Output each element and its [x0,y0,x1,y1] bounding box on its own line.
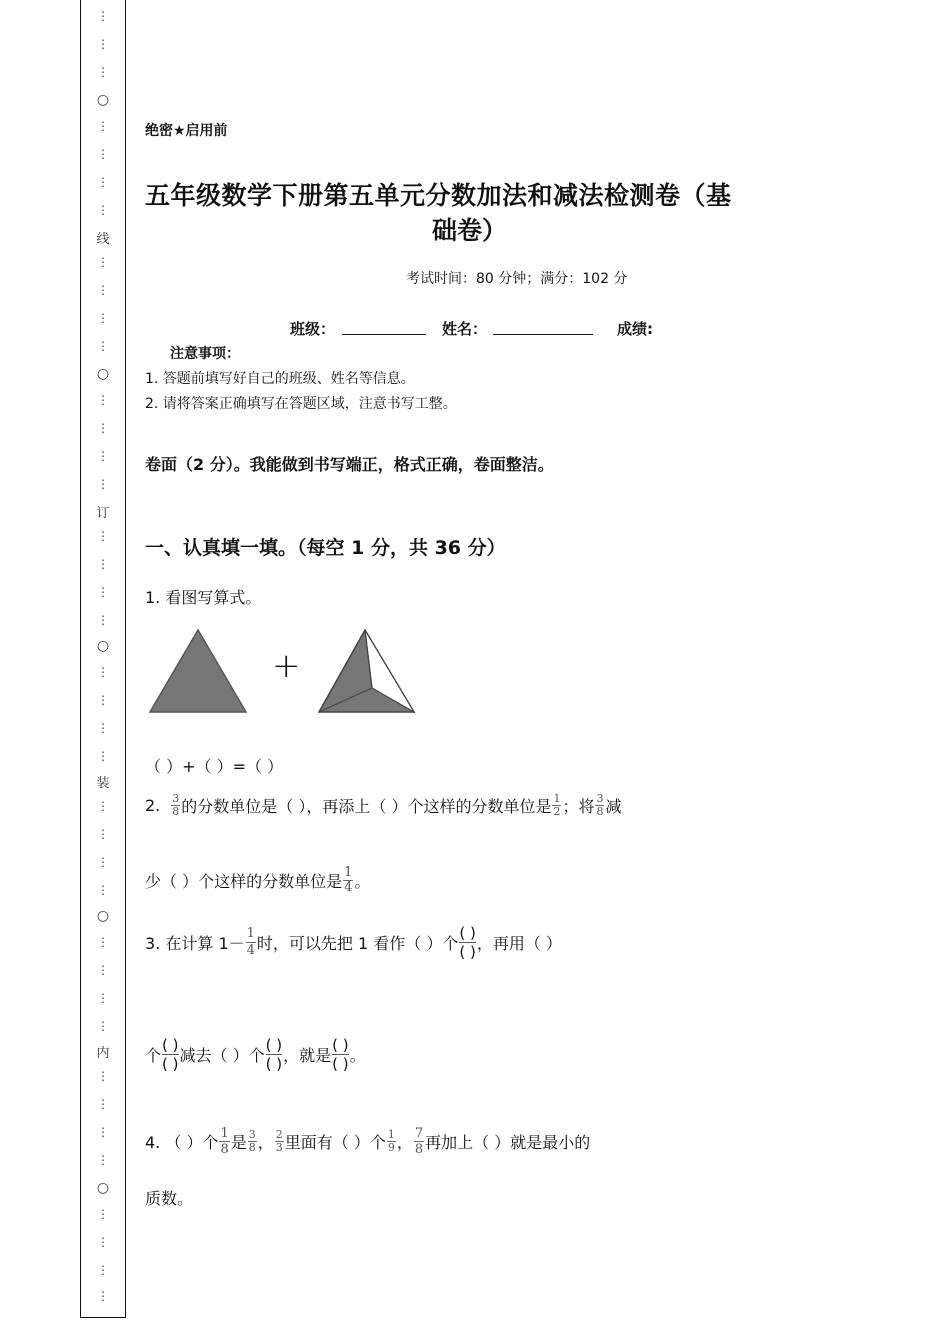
class-label: 班级： [290,320,336,338]
fraction: $\frac{1}{9}$ [387,1128,395,1154]
binding-label-xian: 线 [96,232,110,247]
fraction: $\frac{3}{8}$ [172,792,180,818]
q1-answer-line: （ ）+（ ）=（ ） [145,757,284,776]
q4-line1: 4. （ ）个 $\frac{1}{8}$ 是 $\frac{3}{8}$ ， $\frac{2}{3}$ 里面有（ ）个 $\frac{1}{9}$ ， $\frac{7}{8}$ 再加上（ ）就是最小的 [145,1126,591,1157]
binding-circle: ○ [96,1180,110,1196]
class-field[interactable] [342,334,426,335]
q3-line1: 3. 在计算 1－ $\frac{1}{4}$ 时，可以先把 1 看作（ ）个 ( ) ( ) ，再用（ ） [145,924,562,961]
name-field[interactable] [493,334,593,335]
fraction: $\frac{1}{8}$ [220,1126,229,1157]
page-title-line2: 础卷） [432,216,508,245]
fraction: $\frac{3}{8}$ [248,1128,256,1154]
notes-item-2: 2. 请将答案正确填写在答题区域，注意书写工整。 [145,396,457,412]
notes-heading: 注意事项： [170,346,240,362]
binding-dotted-line: ⋮ ⋮ ⋮ ○ ⋮ ⋮ ⋮ ⋮ 线 ⋮ ⋮ ⋮ ⋮ ○ ⋮ ⋮ ⋮ ⋮ 订 ⋮ ⋮ ⋮ ⋮ ○ ⋮ ⋮ ⋮ ⋮ 装 ⋮ ⋮ ⋮ ⋮ ○ ⋮ ⋮ ⋮ ⋮ 内 ⋮ ⋮ ⋮ ⋮ ○ ⋮ ⋮ ⋮ ⋮ [96,9,110,1303]
q2-line1: 2. $\frac{3}{8}$ 的分数单位是（ ），再添上（ ）个这样的分数单位是 $\frac{1}{2}$ ；将 $\frac{3}{8}$ 减 [145,792,622,818]
blank-fraction[interactable]: ( ) ( ) [459,924,476,961]
section1-title: 一、认真填一填。（每空 1 分，共 36 分） [145,537,506,559]
binding-circle: ○ [96,92,110,108]
fraction: $\frac{3}{8}$ [596,792,604,818]
blank-fraction[interactable]: ( ) ( ) [265,1036,283,1073]
q1-prompt: 1. 看图写算式。 [145,588,262,607]
notes-item-1: 1. 答题前填写好自己的班级、姓名等信息。 [145,371,415,387]
binding-label-nei: 内 [96,1046,110,1061]
q2-line2: 少（ ）个这样的分数单位是 $\frac{1}{4}$ 。 [145,865,371,895]
q2-number: 2. [145,796,161,815]
secret-label: 绝密★启用前 [145,123,228,139]
fraction: $\frac{1}{4}$ [246,926,255,958]
fraction: $\frac{2}{3}$ [275,1128,283,1154]
binding-circle: ○ [96,638,110,654]
fraction: $\frac{1}{2}$ [553,792,561,818]
blank-fraction[interactable]: ( ) ( ) [162,1036,179,1073]
fraction: $\frac{7}{8}$ [414,1126,424,1157]
binding-circle: ○ [96,908,110,924]
q3-line2: 个 ( ) ( ) 减去（ ）个 ( ) ( ) ，就是 ( ) ( ) 。 [145,1036,366,1073]
neatness-note: 卷面（2 分）。我能做到书写端正，格式正确，卷面整洁。 [145,455,554,474]
page-title-line1: 五年级数学下册第五单元分数加法和减法检测卷（基 [145,181,732,210]
binding-circle: ○ [96,366,110,382]
binding-label-ding: 订 [96,506,110,521]
blank-fraction[interactable]: ( ) ( ) [332,1036,349,1073]
name-label: 姓名： [442,320,488,338]
exam-info: 考试时间：80 分钟；满分：102 分 [406,271,628,287]
binding-label-zhuang: 装 [96,776,110,791]
q4-line2: 质数。 [145,1189,194,1208]
plus-icon: + [272,646,301,686]
fraction: $\frac{1}{4}$ [344,865,353,895]
score-label: 成绩: [617,320,653,338]
triangle-shaded-icon [150,630,246,712]
